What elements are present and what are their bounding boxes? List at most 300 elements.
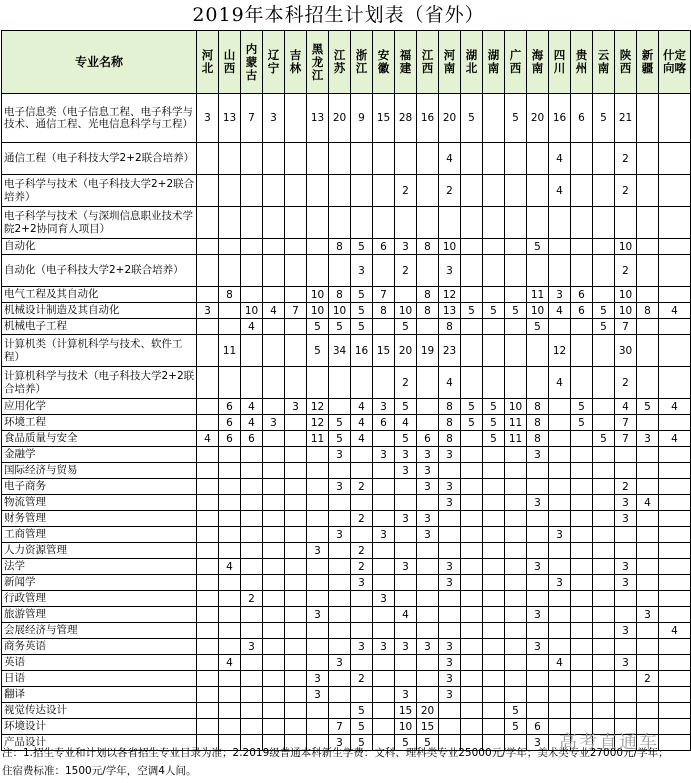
- quota-cell: [373, 671, 395, 687]
- quota-cell: [395, 623, 417, 639]
- quota-cell: [263, 511, 285, 527]
- quota-cell: 8: [527, 415, 549, 431]
- quota-cell: [263, 143, 285, 175]
- quota-cell: [329, 143, 351, 175]
- major-name: 电子科学与技术（与深圳信息职业技术学院2+2协同育人项目）: [2, 207, 197, 239]
- quota-cell: [659, 463, 691, 479]
- header-province: 新疆: [637, 31, 659, 94]
- quota-cell: [439, 591, 461, 607]
- quota-cell: [549, 607, 571, 623]
- table-row: [2, 607, 691, 623]
- quota-cell: 12: [307, 399, 329, 415]
- quota-cell: [439, 527, 461, 543]
- quota-cell: [571, 431, 593, 447]
- quota-cell: [219, 479, 241, 495]
- quota-cell: [395, 287, 417, 303]
- table-row: [2, 479, 691, 495]
- quota-cell: [285, 591, 307, 607]
- quota-cell: [637, 255, 659, 287]
- quota-cell: [439, 543, 461, 559]
- quota-cell: [285, 175, 307, 207]
- quota-cell: [637, 703, 659, 719]
- quota-cell: [219, 495, 241, 511]
- quota-cell: [241, 527, 263, 543]
- quota-cell: [637, 543, 659, 559]
- quota-cell: [615, 591, 637, 607]
- quota-cell: 5: [351, 239, 373, 255]
- quota-cell: 3: [615, 495, 637, 511]
- quota-cell: [659, 575, 691, 591]
- quota-cell: [263, 447, 285, 463]
- quota-cell: [329, 175, 351, 207]
- quota-cell: 11: [505, 415, 527, 431]
- quota-cell: 3: [439, 559, 461, 575]
- quota-cell: [527, 623, 549, 639]
- quota-cell: 10: [615, 239, 637, 255]
- quota-cell: [395, 143, 417, 175]
- quota-cell: 3: [329, 447, 351, 463]
- quota-cell: [307, 703, 329, 719]
- quota-cell: [351, 447, 373, 463]
- quota-cell: [637, 94, 659, 143]
- quota-cell: [637, 511, 659, 527]
- quota-cell: [197, 335, 219, 367]
- quota-cell: [395, 543, 417, 559]
- quota-cell: [285, 143, 307, 175]
- quota-cell: [527, 671, 549, 687]
- quota-cell: [483, 607, 505, 623]
- quota-cell: [263, 687, 285, 703]
- quota-cell: [197, 591, 219, 607]
- quota-cell: 4: [549, 143, 571, 175]
- quota-cell: [571, 239, 593, 255]
- quota-cell: 3: [615, 655, 637, 671]
- quota-cell: 3: [285, 399, 307, 415]
- quota-cell: 6: [373, 415, 395, 431]
- quota-cell: 6: [527, 719, 549, 735]
- quota-cell: 3: [307, 543, 329, 559]
- quota-cell: [307, 623, 329, 639]
- quota-cell: [659, 495, 691, 511]
- quota-cell: [395, 671, 417, 687]
- quota-cell: [593, 623, 615, 639]
- quota-cell: 3: [373, 527, 395, 543]
- quota-cell: 10: [395, 719, 417, 735]
- quota-cell: [285, 655, 307, 671]
- quota-cell: [417, 575, 439, 591]
- quota-cell: [593, 511, 615, 527]
- quota-cell: 8: [527, 399, 549, 415]
- quota-cell: [505, 143, 527, 175]
- quota-cell: [241, 239, 263, 255]
- table-row: [2, 655, 691, 671]
- quota-cell: [263, 399, 285, 415]
- quota-cell: [307, 511, 329, 527]
- quota-cell: [219, 543, 241, 559]
- quota-cell: [593, 207, 615, 239]
- quota-cell: [373, 431, 395, 447]
- quota-cell: 3: [307, 687, 329, 703]
- quota-cell: [285, 367, 307, 399]
- quota-cell: [483, 623, 505, 639]
- quota-cell: 3: [417, 511, 439, 527]
- quota-cell: 5: [417, 735, 439, 751]
- quota-cell: [571, 623, 593, 639]
- quota-cell: 8: [219, 287, 241, 303]
- quota-cell: [461, 655, 483, 671]
- quota-cell: [329, 639, 351, 655]
- quota-cell: [263, 335, 285, 367]
- quota-cell: [373, 575, 395, 591]
- quota-cell: 5: [505, 94, 527, 143]
- quota-cell: 5: [505, 703, 527, 719]
- quota-cell: [593, 655, 615, 671]
- quota-cell: [593, 479, 615, 495]
- quota-cell: [263, 607, 285, 623]
- quota-cell: 4: [659, 623, 691, 639]
- quota-cell: [461, 495, 483, 511]
- quota-cell: 3: [439, 687, 461, 703]
- quota-cell: [637, 591, 659, 607]
- quota-cell: 5: [505, 303, 527, 319]
- quota-cell: [593, 463, 615, 479]
- quota-cell: [483, 687, 505, 703]
- quota-cell: [439, 463, 461, 479]
- quota-cell: [593, 559, 615, 575]
- quota-cell: [505, 559, 527, 575]
- quota-cell: [461, 255, 483, 287]
- quota-cell: [505, 479, 527, 495]
- quota-cell: [263, 319, 285, 335]
- quota-cell: [527, 463, 549, 479]
- quota-cell: 13: [439, 303, 461, 319]
- quota-cell: 3: [527, 495, 549, 511]
- quota-cell: 2: [351, 671, 373, 687]
- quota-cell: 3: [417, 639, 439, 655]
- quota-cell: [527, 687, 549, 703]
- table-row: [2, 447, 691, 463]
- quota-cell: 2: [351, 511, 373, 527]
- quota-cell: [637, 207, 659, 239]
- major-name: 金融学: [2, 447, 197, 463]
- quota-cell: 4: [439, 143, 461, 175]
- quota-cell: [483, 511, 505, 527]
- quota-cell: [285, 703, 307, 719]
- quota-cell: 6: [373, 239, 395, 255]
- quota-cell: [483, 143, 505, 175]
- quota-cell: [461, 527, 483, 543]
- quota-cell: [219, 143, 241, 175]
- quota-cell: [461, 591, 483, 607]
- quota-cell: 30: [615, 335, 637, 367]
- quota-cell: [571, 175, 593, 207]
- quota-cell: [307, 239, 329, 255]
- quota-cell: [241, 543, 263, 559]
- quota-cell: [549, 319, 571, 335]
- table-row: [2, 527, 691, 543]
- quota-cell: [549, 495, 571, 511]
- quota-cell: 6: [571, 94, 593, 143]
- quota-cell: 3: [637, 607, 659, 623]
- quota-cell: [593, 255, 615, 287]
- quota-cell: 3: [395, 239, 417, 255]
- quota-cell: [615, 543, 637, 559]
- quota-cell: [461, 639, 483, 655]
- quota-cell: 8: [439, 415, 461, 431]
- quota-cell: [241, 255, 263, 287]
- quota-cell: [373, 367, 395, 399]
- quota-cell: [659, 687, 691, 703]
- quota-cell: 3: [417, 463, 439, 479]
- quota-cell: [219, 303, 241, 319]
- quota-cell: [659, 415, 691, 431]
- quota-cell: 3: [439, 495, 461, 511]
- quota-cell: [615, 687, 637, 703]
- table-row: [2, 591, 691, 607]
- quota-cell: [659, 543, 691, 559]
- quota-cell: 4: [549, 655, 571, 671]
- quota-cell: [351, 623, 373, 639]
- quota-cell: 8: [439, 399, 461, 415]
- quota-cell: 6: [241, 431, 263, 447]
- quota-cell: [637, 447, 659, 463]
- header-province: 湖南: [483, 31, 505, 94]
- quota-cell: [373, 687, 395, 703]
- header-province: 江苏: [329, 31, 351, 94]
- quota-cell: 5: [483, 431, 505, 447]
- quota-cell: [549, 207, 571, 239]
- quota-cell: [483, 639, 505, 655]
- quota-cell: [241, 511, 263, 527]
- quota-cell: [483, 335, 505, 367]
- quota-cell: [329, 463, 351, 479]
- quota-cell: 11: [527, 287, 549, 303]
- quota-cell: [505, 335, 527, 367]
- quota-cell: [307, 495, 329, 511]
- quota-cell: [263, 591, 285, 607]
- quota-cell: [571, 575, 593, 591]
- quota-cell: 13: [307, 94, 329, 143]
- quota-cell: [439, 719, 461, 735]
- table-row: [2, 239, 691, 255]
- quota-cell: [197, 575, 219, 591]
- quota-cell: [241, 719, 263, 735]
- quota-cell: [329, 543, 351, 559]
- quota-cell: [571, 703, 593, 719]
- quota-cell: [549, 687, 571, 703]
- quota-cell: 7: [329, 719, 351, 735]
- quota-cell: [285, 335, 307, 367]
- quota-cell: 3: [329, 735, 351, 751]
- quota-cell: [659, 511, 691, 527]
- quota-cell: [593, 415, 615, 431]
- quota-cell: [197, 671, 219, 687]
- quota-cell: [461, 143, 483, 175]
- quota-cell: 3: [395, 559, 417, 575]
- quota-cell: [637, 287, 659, 303]
- quota-cell: 4: [241, 415, 263, 431]
- quota-cell: [549, 639, 571, 655]
- quota-cell: [395, 207, 417, 239]
- quota-cell: 11: [505, 431, 527, 447]
- quota-cell: 8: [329, 239, 351, 255]
- quota-cell: [615, 527, 637, 543]
- quota-cell: [505, 639, 527, 655]
- quota-cell: 6: [571, 303, 593, 319]
- quota-cell: [285, 207, 307, 239]
- quota-cell: [483, 175, 505, 207]
- quota-cell: [637, 575, 659, 591]
- quota-cell: 10: [395, 303, 417, 319]
- quota-cell: 6: [219, 415, 241, 431]
- quota-cell: [637, 527, 659, 543]
- quota-cell: 3: [439, 447, 461, 463]
- quota-cell: 2: [351, 479, 373, 495]
- header-province: 黑龙江: [307, 31, 329, 94]
- quota-cell: [197, 511, 219, 527]
- quota-cell: [329, 559, 351, 575]
- quota-cell: [329, 511, 351, 527]
- quota-cell: [461, 719, 483, 735]
- quota-cell: 5: [483, 415, 505, 431]
- quota-cell: 2: [615, 367, 637, 399]
- quota-cell: [351, 607, 373, 623]
- quota-cell: 3: [439, 671, 461, 687]
- major-name: 应用化学: [2, 399, 197, 415]
- table-row: [2, 143, 691, 175]
- quota-cell: [659, 559, 691, 575]
- major-name: 旅游管理: [2, 607, 197, 623]
- major-name: 法学: [2, 559, 197, 575]
- quota-cell: [571, 511, 593, 527]
- quota-cell: [417, 207, 439, 239]
- quota-cell: [637, 639, 659, 655]
- quota-cell: [263, 255, 285, 287]
- quota-cell: 5: [329, 415, 351, 431]
- quota-cell: [593, 671, 615, 687]
- quota-cell: [637, 143, 659, 175]
- quota-cell: 5: [637, 399, 659, 415]
- quota-cell: [329, 575, 351, 591]
- quota-cell: [285, 319, 307, 335]
- quota-cell: [527, 207, 549, 239]
- quota-cell: [285, 639, 307, 655]
- quota-cell: [219, 511, 241, 527]
- quota-cell: [263, 527, 285, 543]
- quota-cell: 3: [351, 639, 373, 655]
- quota-cell: [505, 447, 527, 463]
- quota-cell: 5: [329, 319, 351, 335]
- table-row: [2, 319, 691, 335]
- quota-cell: [571, 207, 593, 239]
- quota-cell: [219, 527, 241, 543]
- major-name: 机械设计制造及其自动化: [2, 303, 197, 319]
- quota-cell: 4: [263, 303, 285, 319]
- quota-cell: [351, 591, 373, 607]
- quota-cell: [593, 239, 615, 255]
- quota-cell: [637, 623, 659, 639]
- quota-cell: [197, 319, 219, 335]
- quota-cell: [439, 607, 461, 623]
- quota-cell: 3: [439, 575, 461, 591]
- quota-cell: [197, 367, 219, 399]
- quota-cell: [395, 479, 417, 495]
- quota-cell: [549, 623, 571, 639]
- quota-cell: [285, 94, 307, 143]
- quota-cell: [571, 335, 593, 367]
- quota-cell: [197, 287, 219, 303]
- quota-cell: [219, 463, 241, 479]
- quota-cell: [461, 671, 483, 687]
- quota-cell: 5: [461, 399, 483, 415]
- quota-cell: [373, 607, 395, 623]
- quota-cell: 9: [351, 94, 373, 143]
- quota-cell: 4: [549, 367, 571, 399]
- major-name: 视觉传达设计: [2, 703, 197, 719]
- table-body: [2, 94, 691, 751]
- quota-cell: [285, 255, 307, 287]
- quota-cell: 23: [439, 335, 461, 367]
- quota-cell: [263, 559, 285, 575]
- quota-cell: [241, 367, 263, 399]
- major-name: 英语: [2, 655, 197, 671]
- quota-cell: [241, 463, 263, 479]
- major-name: 国际经济与贸易: [2, 463, 197, 479]
- quota-cell: [505, 495, 527, 511]
- quota-cell: [505, 175, 527, 207]
- footnote: 注：1.招生专业和计划以各省招生专业目录为准；2.2019级普通本科新生学费：文科、理科类专业25000元/学年；美术类专业27000元/学年；住宿费标准：1500元/学年，空调4人间。: [2, 747, 669, 777]
- quota-cell: [461, 607, 483, 623]
- quota-cell: [659, 591, 691, 607]
- quota-cell: [417, 655, 439, 671]
- quota-cell: [593, 639, 615, 655]
- quota-cell: [461, 207, 483, 239]
- header-province: 海南: [527, 31, 549, 94]
- quota-cell: [483, 671, 505, 687]
- quota-cell: 5: [395, 735, 417, 751]
- quota-cell: [505, 239, 527, 255]
- quota-cell: 2: [615, 479, 637, 495]
- quota-cell: [197, 639, 219, 655]
- table-row: [2, 543, 691, 559]
- quota-cell: 5: [571, 415, 593, 431]
- quota-cell: [527, 479, 549, 495]
- quota-cell: 4: [351, 415, 373, 431]
- quota-cell: [527, 591, 549, 607]
- quota-cell: [417, 495, 439, 511]
- major-name: 电子商务: [2, 479, 197, 495]
- table-row: [2, 431, 691, 447]
- quota-cell: 8: [373, 303, 395, 319]
- quota-cell: [373, 319, 395, 335]
- quota-cell: 3: [373, 639, 395, 655]
- quota-cell: [659, 143, 691, 175]
- quota-cell: [659, 655, 691, 671]
- quota-cell: 4: [219, 655, 241, 671]
- quota-cell: 10: [241, 303, 263, 319]
- quota-cell: [197, 415, 219, 431]
- quota-cell: 5: [395, 319, 417, 335]
- quota-cell: 10: [307, 287, 329, 303]
- quota-cell: 5: [527, 239, 549, 255]
- quota-cell: 3: [417, 447, 439, 463]
- quota-cell: 5: [395, 431, 417, 447]
- quota-cell: 5: [593, 431, 615, 447]
- quota-cell: [263, 287, 285, 303]
- quota-cell: 3: [307, 607, 329, 623]
- quota-cell: 3: [439, 655, 461, 671]
- quota-cell: [307, 463, 329, 479]
